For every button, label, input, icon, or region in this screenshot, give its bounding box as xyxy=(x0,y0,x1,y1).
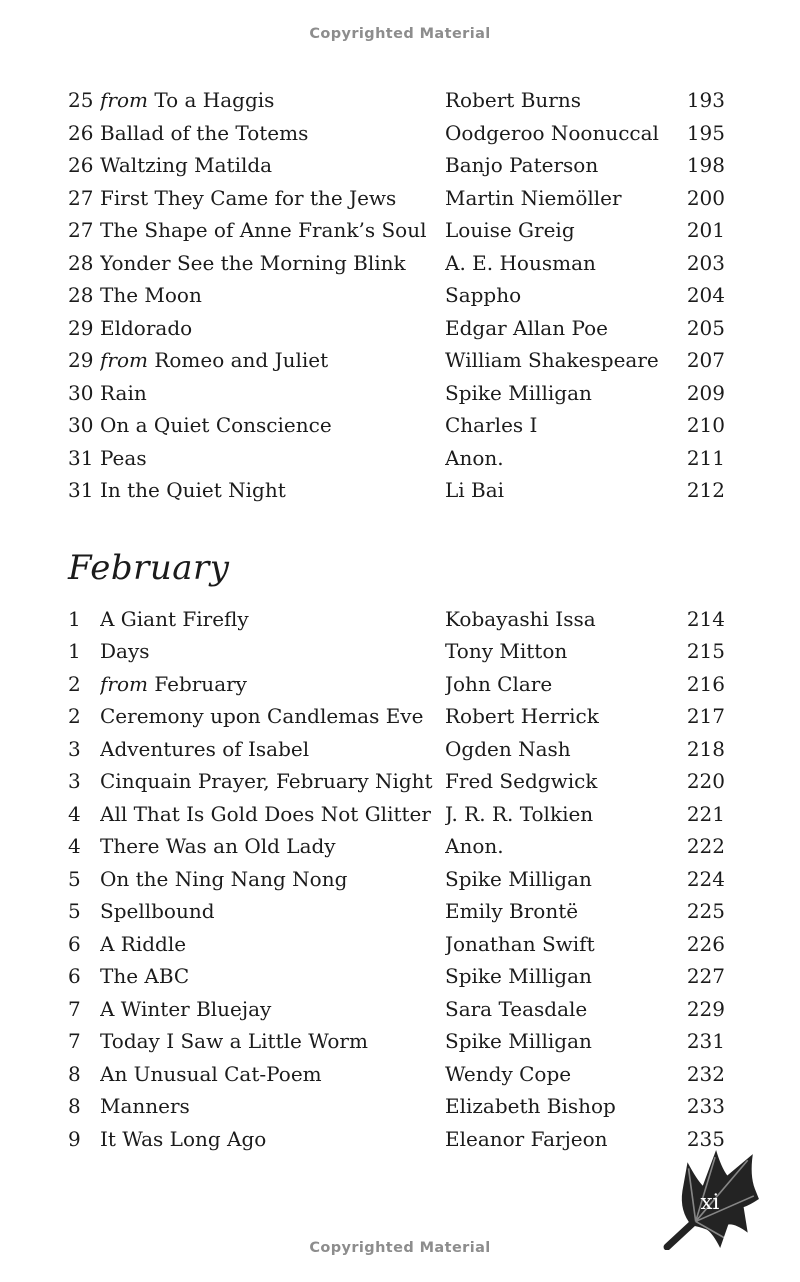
date-cell: 1 xyxy=(68,639,81,663)
date-cell: 4 xyxy=(68,834,81,858)
title-text: The ABC xyxy=(100,964,190,988)
author-cell: Louise Greig xyxy=(445,218,575,242)
page-cell: 207 xyxy=(686,348,725,372)
author-cell: Wendy Cope xyxy=(445,1061,572,1086)
page-cell: 211 xyxy=(686,445,725,470)
page-cell: 204 xyxy=(686,283,725,307)
folio-page-number: xi xyxy=(700,1190,720,1216)
title-cell xyxy=(100,928,445,961)
title-cell xyxy=(100,993,445,1026)
author-cell: Robert Herrick xyxy=(445,704,599,728)
page-cell: 198 xyxy=(686,153,725,177)
toc-row xyxy=(68,993,725,1026)
date-cell: 27 xyxy=(68,185,94,210)
title-cell xyxy=(100,1058,445,1091)
toc-row xyxy=(68,1025,725,1058)
date-cell: 8 xyxy=(68,1094,81,1118)
title-text: The Moon xyxy=(100,283,202,307)
date-cell: 3 xyxy=(68,769,81,793)
page-cell: 214 xyxy=(686,606,725,631)
date-cell: 7 xyxy=(68,996,81,1021)
leaf-ornament-icon xyxy=(660,1148,764,1250)
page-cell: 224 xyxy=(686,866,725,891)
date-cell: 27 xyxy=(68,218,94,242)
date-cell: 26 xyxy=(68,153,94,177)
date-cell: 5 xyxy=(68,899,81,923)
author-cell: Kobayashi Issa xyxy=(445,606,596,631)
author-cell: Eleanor Farjeon xyxy=(445,1126,608,1151)
author-cell: John Clare xyxy=(445,671,553,696)
page-cell: 193 xyxy=(686,88,725,112)
toc-row xyxy=(68,928,725,961)
toc-row xyxy=(68,442,725,475)
title-text: Ceremony upon Candlemas Eve xyxy=(100,704,424,728)
toc-row xyxy=(68,117,725,150)
author-cell: Fred Sedgwick xyxy=(445,769,598,793)
date-cell: 6 xyxy=(68,931,81,956)
toc-row xyxy=(68,960,725,993)
date-cell: 5 xyxy=(68,866,81,891)
toc-row xyxy=(68,84,725,117)
author-cell: Anon. xyxy=(445,834,504,858)
page-cell: 218 xyxy=(686,736,725,761)
title-cell xyxy=(100,765,445,798)
author-cell: Edgar Allan Poe xyxy=(445,315,608,340)
title-cell xyxy=(100,214,445,247)
title-cell xyxy=(100,1090,445,1123)
toc-row xyxy=(68,798,725,831)
date-cell: 29 xyxy=(68,348,94,372)
author-cell: Jonathan Swift xyxy=(445,931,595,956)
title-cell xyxy=(100,84,445,117)
author-cell: J. R. R. Tolkien xyxy=(445,801,594,826)
copyright-notice-bottom: Copyrighted Material xyxy=(309,1240,491,1256)
page-cell: 233 xyxy=(686,1094,725,1118)
title-cell xyxy=(100,117,445,150)
date-cell: 28 xyxy=(68,250,94,275)
page-cell: 216 xyxy=(686,671,725,696)
title-text: Ballad of the Totems xyxy=(100,120,309,145)
author-cell: Emily Brontë xyxy=(445,899,579,923)
page-cell: 200 xyxy=(686,185,725,210)
toc-row xyxy=(68,1123,725,1156)
author-cell: Spike Milligan xyxy=(445,964,592,988)
toc-row xyxy=(68,1058,725,1091)
date-cell: 6 xyxy=(68,964,81,988)
title-text: In the Quiet Night xyxy=(100,478,286,502)
title-text: A Riddle xyxy=(100,931,187,956)
title-text: First They Came for the Jews xyxy=(100,185,397,210)
title-cell xyxy=(100,895,445,928)
date-cell: 7 xyxy=(68,1029,81,1053)
date-cell: 2 xyxy=(68,671,81,696)
title-cell xyxy=(100,247,445,280)
page-cell: 235 xyxy=(686,1126,725,1151)
title-cell xyxy=(100,603,445,636)
date-cell: 28 xyxy=(68,283,94,307)
page-cell: 221 xyxy=(686,801,725,826)
title-cell xyxy=(100,668,445,701)
page-cell: 220 xyxy=(686,769,725,793)
page-cell: 222 xyxy=(686,834,725,858)
title-text: An Unusual Cat-Poem xyxy=(100,1061,322,1086)
author-cell: William Shakespeare xyxy=(445,348,659,372)
title-text: There Was an Old Lady xyxy=(100,834,336,858)
title-text: A Winter Bluejay xyxy=(100,996,272,1021)
title-cell xyxy=(100,474,445,507)
date-cell: 8 xyxy=(68,1061,81,1086)
section-heading: February xyxy=(68,547,230,588)
page-cell: 215 xyxy=(686,639,725,663)
toc-row xyxy=(68,182,725,215)
toc-row xyxy=(68,603,725,636)
title-cell xyxy=(100,409,445,442)
date-cell: 4 xyxy=(68,801,81,826)
title-text: All That Is Gold Does Not Glitter xyxy=(100,801,431,826)
title-text: To a Haggis xyxy=(154,88,275,112)
page-cell: 203 xyxy=(686,250,725,275)
toc-row xyxy=(68,895,725,928)
title-cell xyxy=(100,1123,445,1156)
page-cell: 217 xyxy=(686,704,725,728)
date-cell: 30 xyxy=(68,380,94,405)
toc-row xyxy=(68,474,725,507)
page-cell: 210 xyxy=(686,413,725,437)
date-cell: 3 xyxy=(68,736,81,761)
title-cell xyxy=(100,798,445,831)
page-cell: 232 xyxy=(686,1061,725,1086)
toc-row xyxy=(68,668,725,701)
title-text: Peas xyxy=(100,445,147,470)
title-text: Days xyxy=(100,639,150,663)
page-cell: 201 xyxy=(686,218,725,242)
title-text: Eldorado xyxy=(100,315,193,340)
page-cell: 231 xyxy=(686,1029,725,1053)
author-cell: Spike Milligan xyxy=(445,866,592,891)
title-text: February xyxy=(154,671,247,696)
page-cell: 229 xyxy=(686,996,725,1021)
title-cell xyxy=(100,960,445,993)
author-cell: Elizabeth Bishop xyxy=(445,1094,616,1118)
author-cell: Spike Milligan xyxy=(445,380,592,405)
toc-row xyxy=(68,377,725,410)
title-text: A Giant Firefly xyxy=(100,606,249,631)
toc-row xyxy=(68,247,725,280)
title-text: The Shape of Anne Frank’s Soul xyxy=(100,218,427,242)
author-cell: Oodgeroo Noonuccal xyxy=(445,120,659,145)
author-cell: Tony Mitton xyxy=(445,639,568,663)
toc-row xyxy=(68,863,725,896)
toc-row xyxy=(68,214,725,247)
title-text: Spellbound xyxy=(100,899,215,923)
page-cell: 205 xyxy=(686,315,725,340)
author-cell: Charles I xyxy=(445,413,538,437)
page-cell: 195 xyxy=(686,120,725,145)
author-cell: A. E. Housman xyxy=(445,250,596,275)
author-cell: Li Bai xyxy=(445,478,505,502)
page-cell: 226 xyxy=(686,931,725,956)
date-cell: 30 xyxy=(68,413,94,437)
toc-row xyxy=(68,733,725,766)
toc-row xyxy=(68,765,725,798)
title-text: Adventures of Isabel xyxy=(100,736,310,761)
title-cell xyxy=(100,442,445,475)
date-cell: 1 xyxy=(68,606,81,631)
page-cell: 225 xyxy=(686,899,725,923)
author-cell: Martin Niemöller xyxy=(445,185,622,210)
date-cell: 25 xyxy=(68,88,94,112)
title-cell xyxy=(100,312,445,345)
title-cell xyxy=(100,1025,445,1058)
title-cell xyxy=(100,279,445,312)
table-of-contents xyxy=(68,84,725,1155)
title-text: Cinquain Prayer, February Night xyxy=(100,769,433,793)
page-cell: 227 xyxy=(686,964,725,988)
title-text: It Was Long Ago xyxy=(100,1126,267,1151)
title-text: On a Quiet Conscience xyxy=(100,413,332,437)
author-cell: Anon. xyxy=(445,445,504,470)
copyright-notice-top: Copyrighted Material xyxy=(309,26,491,42)
title-cell xyxy=(100,377,445,410)
title-text: Manners xyxy=(100,1094,190,1118)
author-cell: Sara Teasdale xyxy=(445,996,588,1021)
toc-row xyxy=(68,830,725,863)
title-cell xyxy=(100,182,445,215)
title-cell xyxy=(100,635,445,668)
title-cell xyxy=(100,149,445,182)
page-cell: 209 xyxy=(686,380,725,405)
date-cell: 31 xyxy=(68,445,94,470)
title-cell xyxy=(100,700,445,733)
title-cell xyxy=(100,733,445,766)
toc-row xyxy=(68,344,725,377)
title-text: Waltzing Matilda xyxy=(100,153,273,177)
title-text: Rain xyxy=(100,380,147,405)
date-cell: 9 xyxy=(68,1126,81,1151)
title-italic-lead: from xyxy=(100,88,148,112)
toc-row xyxy=(68,635,725,668)
title-text: Yonder See the Morning Blink xyxy=(100,250,406,275)
date-cell: 26 xyxy=(68,120,94,145)
author-cell: Ogden Nash xyxy=(445,736,571,761)
toc-row xyxy=(68,700,725,733)
author-cell: Robert Burns xyxy=(445,88,581,112)
title-cell xyxy=(100,863,445,896)
title-text: Romeo and Juliet xyxy=(154,348,329,372)
page-cell: 212 xyxy=(686,478,725,502)
toc-row xyxy=(68,312,725,345)
title-text: On the Ning Nang Nong xyxy=(100,866,348,891)
title-cell xyxy=(100,830,445,863)
title-cell xyxy=(100,344,445,377)
date-cell: 2 xyxy=(68,704,81,728)
date-cell: 31 xyxy=(68,478,94,502)
toc-row xyxy=(68,279,725,312)
toc-row xyxy=(68,409,725,442)
title-text: Today I Saw a Little Worm xyxy=(100,1029,368,1053)
title-italic-lead: from xyxy=(100,348,148,372)
author-cell: Sappho xyxy=(445,283,522,307)
author-cell: Banjo Paterson xyxy=(445,153,599,177)
date-cell: 29 xyxy=(68,315,94,340)
toc-row xyxy=(68,1090,725,1123)
title-italic-lead: from xyxy=(100,671,148,696)
toc-row xyxy=(68,149,725,182)
author-cell: Spike Milligan xyxy=(445,1029,592,1053)
